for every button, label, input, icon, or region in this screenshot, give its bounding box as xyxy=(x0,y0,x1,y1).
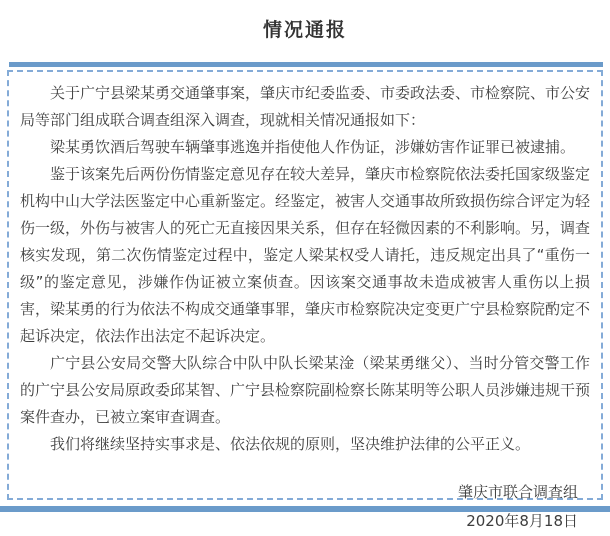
top-divider-bar xyxy=(9,62,603,67)
notice-box xyxy=(7,70,603,530)
paragraph-intro: 关于广宁县梁某勇交通肇事案，肇庆市纪委监委、市委政法委、市检察院、市公安局等部门组成联合调查组深入调查，现就相关情况通报如下： xyxy=(20,84,591,129)
paragraph-officials: 广宁县公安局交警大队综合中队中队长梁某淦（梁某勇继父）、当时分管交警工作的广宁县公安局原政委邱某智、广宁县检察院副检察长陈某明等公职人员涉嫌违规干预案件查办，已被立案审查调查。 xyxy=(20,354,591,426)
paragraph-appraisal: 鉴于该案先后两份伤情鉴定意见存在较大差异，肇庆市检察院依法委托国家级鉴定机构中山大学法医鉴定中心重新鉴定。经鉴定，被害人交通事故所致损伤综合评定为轻伤一级，外伤与被害人的死亡无直接因果关系，但存在轻微因素的不利影响。另，调查核实发现，第二次伤情鉴定过程中，鉴定人梁某权受人请托，违反规定出具了“重伤一级”的鉴定意见，涉嫌作伪证被立案侦查。因该案交通事故未造成被害人重伤以上损害，梁某勇的行为依法不构成交通肇事罪，肇庆市检察院决定变更广宁县检察院酌定不起诉决定，依法作出法定不起诉决定。 xyxy=(20,165,591,345)
signature-date: 2020年8月18日 xyxy=(466,512,578,530)
signature-organization: 肇庆市联合调查组 xyxy=(457,483,578,501)
paragraph-closing: 我们将继续坚持实事求是、依法依规的原则，坚决维护法律的公平正义。 xyxy=(50,435,531,453)
page-title: 情况通报 xyxy=(262,19,347,41)
bottom-divider-bar xyxy=(0,506,610,512)
paragraph-arrest: 梁某勇饮酒后驾驶车辆肇事逃逸并指使他人作伪证，涉嫌妨害作证罪已被逮捕。 xyxy=(50,138,576,156)
